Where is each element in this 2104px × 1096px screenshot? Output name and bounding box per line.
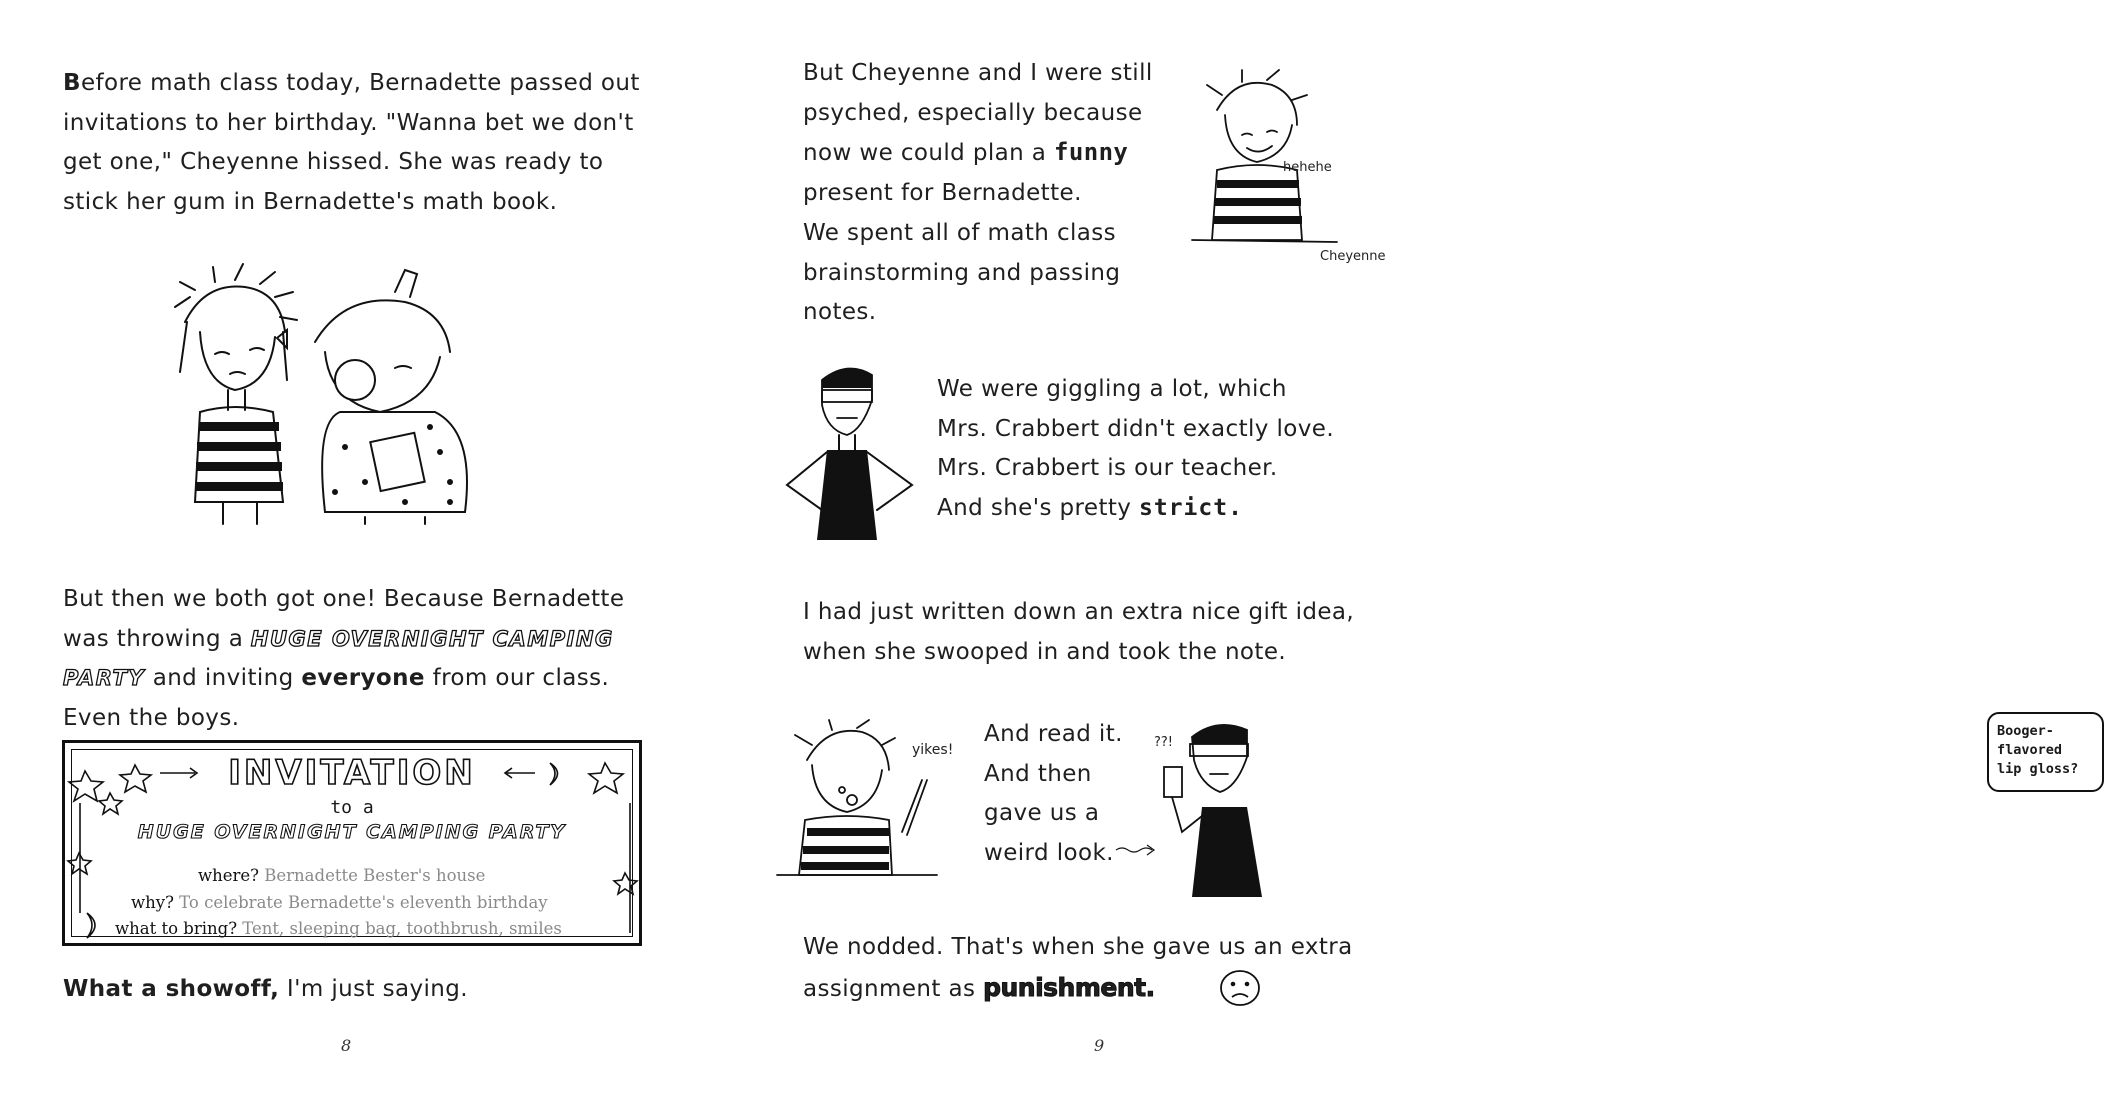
right-paragraph-4-line: weird look. xyxy=(984,840,1114,867)
right-paragraph-4-line: And then xyxy=(984,760,1092,787)
right-page xyxy=(722,0,2079,1096)
right-paragraph-4-line: And read it. xyxy=(984,721,1123,747)
teacher-illustration xyxy=(777,360,922,545)
frown-face-icon xyxy=(1219,968,1261,1008)
cheyenne-label: Cheyenne xyxy=(1320,249,1386,264)
invitation-subtitle: HUGE OVERNIGHT CAMPING PARTY xyxy=(137,821,567,843)
invitation-key: where? xyxy=(198,866,260,885)
speech-bubble-line: lip gloss? xyxy=(1997,761,2079,777)
left-paragraph-2 xyxy=(63,580,663,739)
invitation-to-a: to a xyxy=(330,797,374,818)
speech-bubble-line: flavored xyxy=(1997,742,2063,758)
invitation-value: Bernadette Bester's house xyxy=(264,866,486,885)
star-icon xyxy=(614,873,637,894)
speech-bubble xyxy=(1987,712,2104,792)
right-paragraph-1-part-2: present for Bernadette. xyxy=(803,180,1082,207)
right-paragraph-1 xyxy=(803,54,1183,333)
yikes-label: yikes! xyxy=(912,742,954,758)
showoff-bold: What a showoff, xyxy=(63,976,280,1002)
right-paragraph-5-part-1: We nodded. That's when she gave us an extra assignment as xyxy=(803,934,1353,1002)
right-paragraph-5 xyxy=(803,928,1383,1009)
star-icon xyxy=(69,771,103,801)
speech-bubble-line: Booger- xyxy=(1997,723,2054,739)
star-icon xyxy=(99,793,122,814)
right-paragraph-2 xyxy=(937,370,1367,529)
left-paragraph-1-text: efore math class today, Bernadette passed out invitations to her birthday. "Wanna bet we don't get one," Cheyenne hissed. She was ready to stick her gum in Bernadette's math book. xyxy=(63,70,640,216)
right-paragraph-2-line: We were giggling a lot, which xyxy=(937,376,1287,402)
page-number-left: 8 xyxy=(341,1036,352,1055)
moon-icon xyxy=(87,913,95,938)
question-marks: ??! xyxy=(1154,735,1174,750)
strict-word: strict. xyxy=(1139,495,1243,522)
invitation-value: To celebrate Bernadette's eleventh birthday xyxy=(179,893,548,912)
punishment-word: punishment. xyxy=(983,972,1155,1002)
left-paragraph-2-part-1: But then we both got one! Because Bernadette was throwing a xyxy=(63,586,625,652)
left-paragraph-3 xyxy=(63,970,663,1010)
teacher-reading-illustration xyxy=(1152,712,1272,902)
right-paragraph-2-line: Mrs. Crabbert is our teacher. xyxy=(937,455,1278,482)
invitation-card xyxy=(62,740,642,946)
invitation-key: why? xyxy=(131,893,174,912)
invitation-key: what to bring? xyxy=(115,919,238,938)
hehehe-label: hehehe xyxy=(1283,160,1332,175)
funny-word: funny xyxy=(1054,138,1129,167)
star-icon xyxy=(120,765,151,792)
left-paragraph-3-rest: I'm just saying. xyxy=(279,976,468,1002)
everyone-bold: everyone xyxy=(301,665,425,692)
invitation-decorations xyxy=(65,743,645,949)
invitation-title: INVITATION xyxy=(228,753,476,793)
left-paragraph-2-part-3: from our class. Even the boys. xyxy=(63,665,610,732)
right-paragraph-1-part-1: But Cheyenne and I were still psyched, especially because now we could plan a xyxy=(803,60,1153,167)
camping-party-highlight: HUGE OVERNIGHT CAMPING PARTY xyxy=(63,626,614,691)
left-paragraph-2-part-2: and inviting xyxy=(144,665,302,692)
right-paragraph-3: I had just written down an extra nice gift idea, when she swooped in and took the note. xyxy=(803,599,1355,665)
moon-icon xyxy=(550,763,558,785)
right-paragraph-2-last-line xyxy=(937,489,1367,529)
left-page xyxy=(0,0,722,1096)
right-paragraph-2-last-part: And she's pretty xyxy=(937,495,1140,522)
right-paragraph-1-line-2: We spent all of math class brainstorming and passing notes. xyxy=(803,219,1121,326)
left-paragraph-1 xyxy=(63,64,653,223)
cheyenne-illustration xyxy=(1187,70,1377,270)
right-paragraph-4-line: gave us a xyxy=(984,800,1100,827)
drop-cap: B xyxy=(63,70,81,96)
invitation-value: Tent, sleeping bag, toothbrush, smiles xyxy=(242,919,562,938)
page-number-right: 9 xyxy=(1094,1036,1105,1055)
right-paragraph-2-line: Mrs. Crabbert didn't exactly love. xyxy=(937,415,1335,442)
star-icon xyxy=(589,763,623,793)
girls-illustration xyxy=(165,262,515,527)
